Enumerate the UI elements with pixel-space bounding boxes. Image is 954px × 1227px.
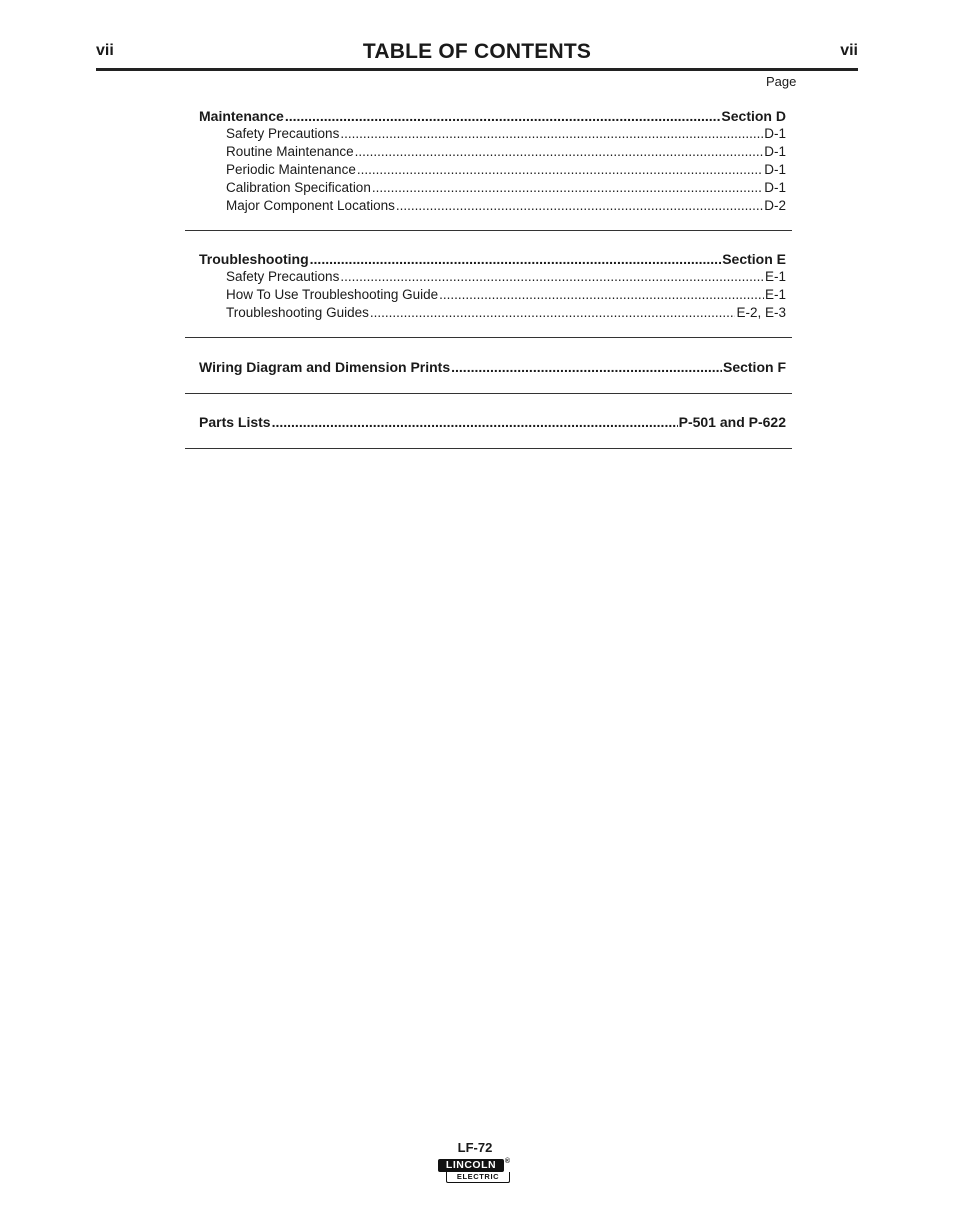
toc-subentry-label: Periodic Maintenance	[226, 162, 356, 177]
toc-leader-dots	[370, 304, 736, 322]
page-column-label: Page	[766, 74, 797, 89]
toc-entry-label: Troubleshooting	[199, 251, 309, 267]
toc-subentry-ref: D-1	[764, 144, 786, 159]
toc-entry-label: Parts Lists	[199, 414, 271, 430]
toc-section-parts-lists	[185, 394, 792, 448]
toc-subentry-label: Safety Precautions	[226, 126, 340, 141]
page-title: TABLE OF CONTENTS	[362, 40, 592, 63]
toc-subentry-ref: E-1	[764, 269, 786, 284]
page-number-right: vii	[840, 42, 858, 59]
toc-section-wiring-diagram	[185, 338, 792, 393]
toc-subentry-label: Major Component Locations	[226, 198, 395, 213]
page-number-left: vii	[96, 42, 114, 59]
toc-entry[interactable]	[199, 250, 786, 268]
model-number: LF-72	[457, 1140, 493, 1155]
toc-section-maintenance	[185, 105, 792, 230]
toc-subentry-label: How To Use Troubleshooting Guide	[226, 287, 439, 302]
toc-subentry[interactable]	[199, 268, 786, 286]
toc-section-troubleshooting	[185, 231, 792, 337]
toc-subentry[interactable]	[199, 179, 786, 197]
toc-entry-label: Maintenance	[199, 108, 284, 124]
toc-leader-dots	[272, 413, 678, 431]
toc-subentry-label: Calibration Specification	[226, 180, 371, 195]
section-divider	[185, 448, 792, 449]
logo-electric-text: ELECTRIC	[446, 1172, 510, 1183]
toc-leader-dots	[439, 286, 764, 304]
page-footer	[400, 1140, 550, 1183]
toc-leader-dots	[451, 358, 722, 376]
toc-leader-dots	[340, 125, 763, 143]
toc-leader-dots	[355, 143, 764, 161]
toc-subentry-ref: D-1	[764, 126, 786, 141]
toc-leader-dots	[285, 107, 721, 125]
toc-subentry-ref: D-1	[764, 180, 786, 195]
toc-subentry[interactable]	[199, 161, 786, 179]
toc-subentry[interactable]	[199, 286, 786, 304]
toc-entry[interactable]	[199, 358, 786, 376]
registered-mark: ®	[504, 1158, 510, 1165]
toc-entry-ref: Section F	[722, 359, 786, 375]
table-of-contents	[185, 105, 792, 449]
toc-leader-dots	[396, 197, 763, 215]
lincoln-electric-logo	[438, 1159, 512, 1183]
toc-subentry-ref: E-2, E-3	[736, 305, 786, 320]
toc-subentry-label: Safety Precautions	[226, 269, 340, 284]
logo-lincoln-text: LINCOLN	[438, 1159, 504, 1172]
toc-subentry[interactable]	[199, 304, 786, 322]
page-header	[96, 38, 858, 71]
toc-entry-ref: P-501 and P-622	[678, 414, 786, 430]
toc-subentry[interactable]	[199, 143, 786, 161]
toc-subentry[interactable]	[199, 197, 786, 215]
toc-leader-dots	[340, 268, 764, 286]
toc-entry-label: Wiring Diagram and Dimension Prints	[199, 359, 451, 375]
toc-subentry-label: Troubleshooting Guides	[226, 305, 369, 320]
toc-entry-ref: Section E	[722, 251, 786, 267]
toc-entry-ref: Section D	[721, 108, 786, 124]
toc-leader-dots	[357, 161, 763, 179]
toc-subentry-ref: E-1	[764, 287, 786, 302]
toc-subentry-label: Routine Maintenance	[226, 144, 354, 159]
toc-leader-dots	[372, 179, 763, 197]
toc-entry[interactable]	[199, 107, 786, 125]
toc-subentry-ref: D-1	[764, 162, 786, 177]
toc-leader-dots	[310, 250, 722, 268]
toc-entry[interactable]	[199, 413, 786, 431]
toc-subentry-ref: D-2	[764, 198, 786, 213]
toc-subentry[interactable]	[199, 125, 786, 143]
